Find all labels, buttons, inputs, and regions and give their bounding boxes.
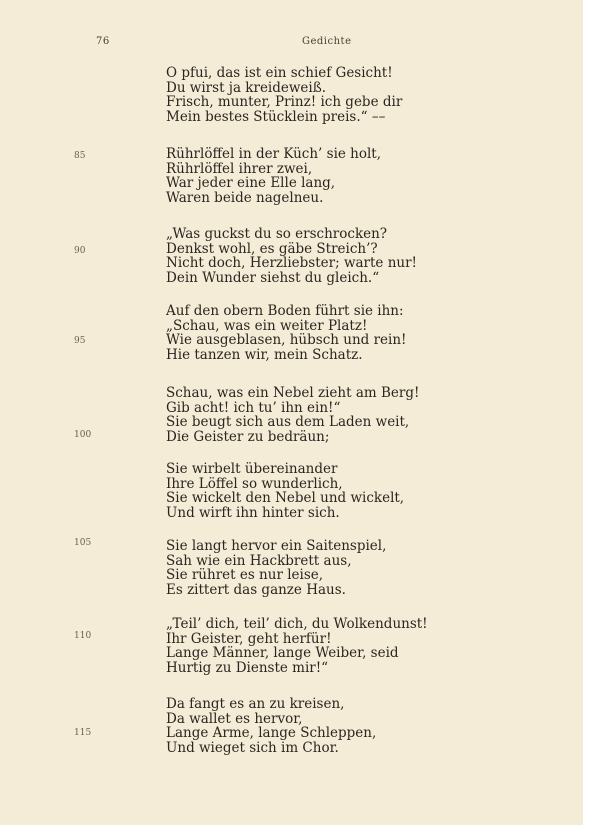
- stanza: [166, 697, 546, 755]
- verse-line: „Schau, was ein weiter Platz!: [166, 317, 368, 334]
- verse-line: Sie rühret es nur leise,: [166, 567, 324, 583]
- line-number: 85: [74, 151, 86, 161]
- verse-line: Schau, was ein Nebel zieht am Berg!: [166, 385, 420, 401]
- verse-line: Dein Wunder siehst du gleich.“: [166, 269, 380, 286]
- stanza: [166, 147, 546, 205]
- verse-line: Hie tanzen wir, mein Schatz.: [166, 346, 363, 363]
- verse-line: Rührlöffel ihrer zwei,: [166, 160, 313, 177]
- verse-line: „Was guckst du so erschrocken?: [166, 226, 388, 242]
- line-number: 95: [74, 336, 86, 346]
- verse-line: Da wallet es hervor,: [166, 710, 303, 727]
- verse-line: „Teil’ dich, teil’ dich, du Wolkendunst!: [166, 616, 428, 632]
- verse-line: Sah wie ein Hackbrett aus,: [166, 552, 352, 569]
- verse-line: Wie ausgeblasen, hübsch und rein!: [166, 332, 407, 348]
- verse-line: Die Geister zu bedräun;: [166, 428, 330, 445]
- verse-line: Du wirst ja kreideweiß.: [166, 79, 327, 96]
- stanza: [166, 66, 546, 124]
- verse-line: Es zittert das ganze Haus.: [166, 581, 346, 598]
- verse-line: Nicht doch, Herzliebster; warte nur!: [166, 255, 417, 271]
- verse-line: Sie langt hervor ein Saitenspiel,: [166, 538, 387, 554]
- verse-line: Ihre Löffel so wunderlich,: [166, 475, 343, 492]
- verse-line: Auf den obern Boden führt sie ihn:: [166, 303, 404, 319]
- verse-line: O pfui, das ist ein schief Gesicht!: [166, 65, 393, 81]
- verse-line: Lange Männer, lange Weiber, seid: [166, 645, 399, 661]
- page-edge: [583, 0, 591, 825]
- verse-line: Lange Arme, lange Schleppen,: [166, 725, 377, 741]
- stanza: [166, 304, 546, 362]
- line-number: 110: [74, 631, 92, 641]
- verse-line: Da fangt es an zu kreisen,: [166, 696, 345, 712]
- stanza: [166, 227, 546, 285]
- verse-line: Sie wirbelt übereinander: [166, 461, 338, 477]
- stanza: [166, 462, 546, 520]
- verse-line: Ihr Geister, geht herfür!: [166, 630, 332, 647]
- verse-line: Mein bestes Stücklein preis.“ ––: [166, 108, 386, 125]
- running-title: Gedichte: [302, 36, 352, 47]
- verse-line: Denkst wohl, es gäbe Streich’?: [166, 240, 378, 257]
- verse-line: Sie beugt sich aus dem Laden weit,: [166, 414, 410, 430]
- stanza: [166, 386, 546, 444]
- verse-line: War jeder eine Elle lang,: [166, 175, 336, 191]
- verse-line: Und wirft ihn hinter sich.: [166, 504, 340, 521]
- verse-line: Waren beide nagelneu.: [166, 189, 324, 206]
- verse-line: Sie wickelt den Nebel und wickelt,: [166, 490, 405, 506]
- stanza: [166, 617, 546, 675]
- line-number: 115: [74, 728, 92, 738]
- line-number: 105: [74, 538, 92, 548]
- verse-line: Gib acht! ich tu’ ihn ein!“: [166, 399, 341, 416]
- line-number: 100: [74, 430, 92, 440]
- verse-line: Und wieget sich im Chor.: [166, 739, 339, 756]
- line-number: 90: [74, 246, 86, 256]
- verse-line: Rührlöffel in der Küch’ sie holt,: [166, 146, 382, 162]
- stanza: [166, 539, 546, 597]
- page-number: 76: [96, 36, 110, 47]
- page-header: [0, 36, 583, 50]
- verse-line: Frisch, munter, Prinz! ich gebe dir: [166, 94, 403, 110]
- verse-line: Hurtig zu Dienste mir!“: [166, 659, 329, 676]
